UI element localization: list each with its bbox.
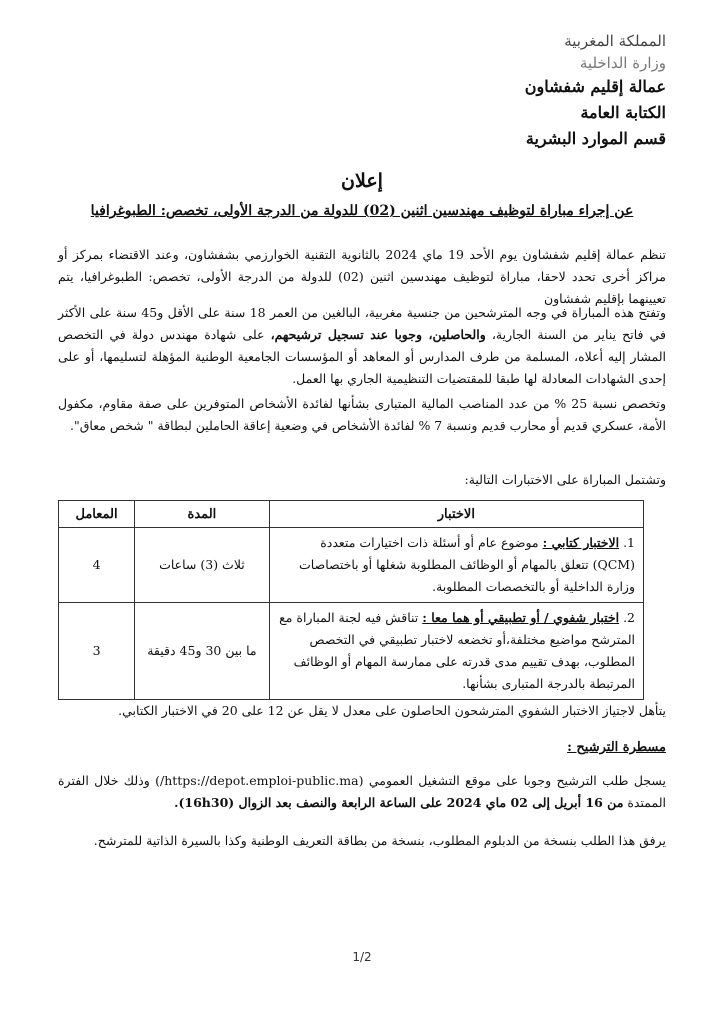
eligibility-bold: والحاصلين، وجوبا عند تسجيل ترشيحهم، (270, 327, 486, 342)
secretariat-line: الكتابة العامة (580, 103, 666, 122)
exam-cell (269, 603, 643, 700)
coefficient-cell: 3 (59, 603, 135, 700)
eligibility-text-a: وتفتح هذه المباراة في وجه المترشحين من جنسية مغربية، البالغين من العمر 18 سنة على الأقل و45 سنة على الأكثر في فاتح يناير من السنة الجارية، (58, 305, 667, 342)
exam-name: الاختبار كتابي : (542, 535, 620, 550)
exam-cell (269, 528, 643, 603)
attachments-paragraph: يرفق هذا الطلب بنسخة من الدبلوم المطلوب، بنسخة من بطاقة التعريف الوطنية وكذا بالسيرة الذاتية للمترشح. (93, 833, 666, 848)
exam-number: 2. (623, 610, 635, 625)
announcement-subtitle: عن إجراء مباراة لتوظيف مهندسين اثنين (02) للدولة من الدرجة الأولى، تخصص: الطبوغرافيا (90, 203, 634, 219)
exam-description: تناقش فيه لجنة المباراة مع المترشح مواضيع مختلفة،أو تخضعه لاختبار تطبيقي في التخصص المطلوب، بهدف تقييم مدى قدرته على ممارسة المهام أو الوظائف المرتبطة بالدرجة المتبارى بشأنها. (279, 610, 635, 691)
table-row (59, 603, 644, 700)
application-paragraph (58, 770, 666, 814)
hr-division-line: قسم الموارد البشرية (525, 129, 666, 148)
table-row (59, 528, 644, 603)
tests-intro: وتشتمل المباراة على الاختبارات التالية: (464, 472, 666, 487)
header-duration: المدة (135, 501, 270, 528)
eligibility-paragraph (58, 302, 666, 390)
kingdom-line: المملكة المغربية (564, 32, 666, 50)
exam-description: موضوع عام أو أسئلة ذات اختيارات متعددة (QCM) تتعلق بالمهام أو الوظائف المطلوبة شغلها أو باختصاصات وزارة الداخلية أو بالتخصصات المطلوبة. (299, 535, 635, 594)
header-coefficient: المعامل (59, 501, 135, 528)
intro-paragraph: تنظم عمالة إقليم شفشاون يوم الأحد 19 ماي 2024 بالثانوية التقنية الخوارزمي بشفشاون، وعند الاقتضاء بمركز أو مراكز أخرى تحدد لاحقا، مباراة لتوظيف مهندسين اثنين (02) للدولة من الدرجة الأولى، تخصص: الطبوغرافيا، يتم تعيينهما بإقليم شفشاون (58, 247, 666, 306)
table-header-row (59, 501, 644, 528)
province-line: عمالة إقليم شفشاون (524, 77, 666, 96)
application-deadline: من 16 أبريل إلى 02 ماي 2024 على الساعة الرابعة والنصف بعد الزوال (16h30). (174, 795, 624, 810)
page-number: 1/2 (352, 950, 372, 964)
duration-cell: ما بين 30 و45 دقيقة (135, 603, 270, 700)
coefficient-cell: 4 (59, 528, 135, 603)
header-exam: الاختبار (269, 501, 643, 528)
ministry-line: وزارة الداخلية (579, 54, 666, 72)
letterhead (366, 30, 666, 152)
eligibility-text-b: على شهادة مهندس دولة في التخصص المشار إليه أعلاه، المسلمة من طرف المدارس أو المعاهد أو المؤسسات الجامعية الوطنية المؤهلة لتسليمها، أو على إحدى الشهادات المعادلة لها طبقا للمقتضيات التنظيمية الجاري بها العمل. (58, 327, 666, 386)
application-text: يسجل طلب الترشيح وجوبا على موقع التشغيل العمومي (https://depot.emploi-public.ma/) وذلك خلال الفترة الممتدة (58, 773, 666, 810)
application-procedure-title: مسطرة الترشيح : (567, 740, 666, 755)
exam-name: اختبار شفوي / أو تطبيقي أو هما معا : (422, 610, 620, 625)
duration-cell: ثلاث (3) ساعات (135, 528, 270, 603)
exam-number: 1. (623, 535, 635, 550)
pass-condition: يتأهل لاجتياز الاختبار الشفوي المترشحون الحاصلون على معدل لا يقل عن 12 على 20 في الاختبار الكتابي. (118, 703, 666, 718)
quota-paragraph: وتخصص نسبة 25 % من عدد المناصب المالية المتبارى بشأنها لفائدة الأشخاص المتوفرين على صفة مقاوم، مكفول الأمة، عسكري قديم أو محارب قديم ونسبة 7 % لفائدة الأشخاص في وضعية إعاقة الحاملين لبطاقة " شخص معاق". (58, 396, 666, 433)
exams-table (58, 500, 644, 700)
announcement-title: إعلان (341, 170, 383, 192)
